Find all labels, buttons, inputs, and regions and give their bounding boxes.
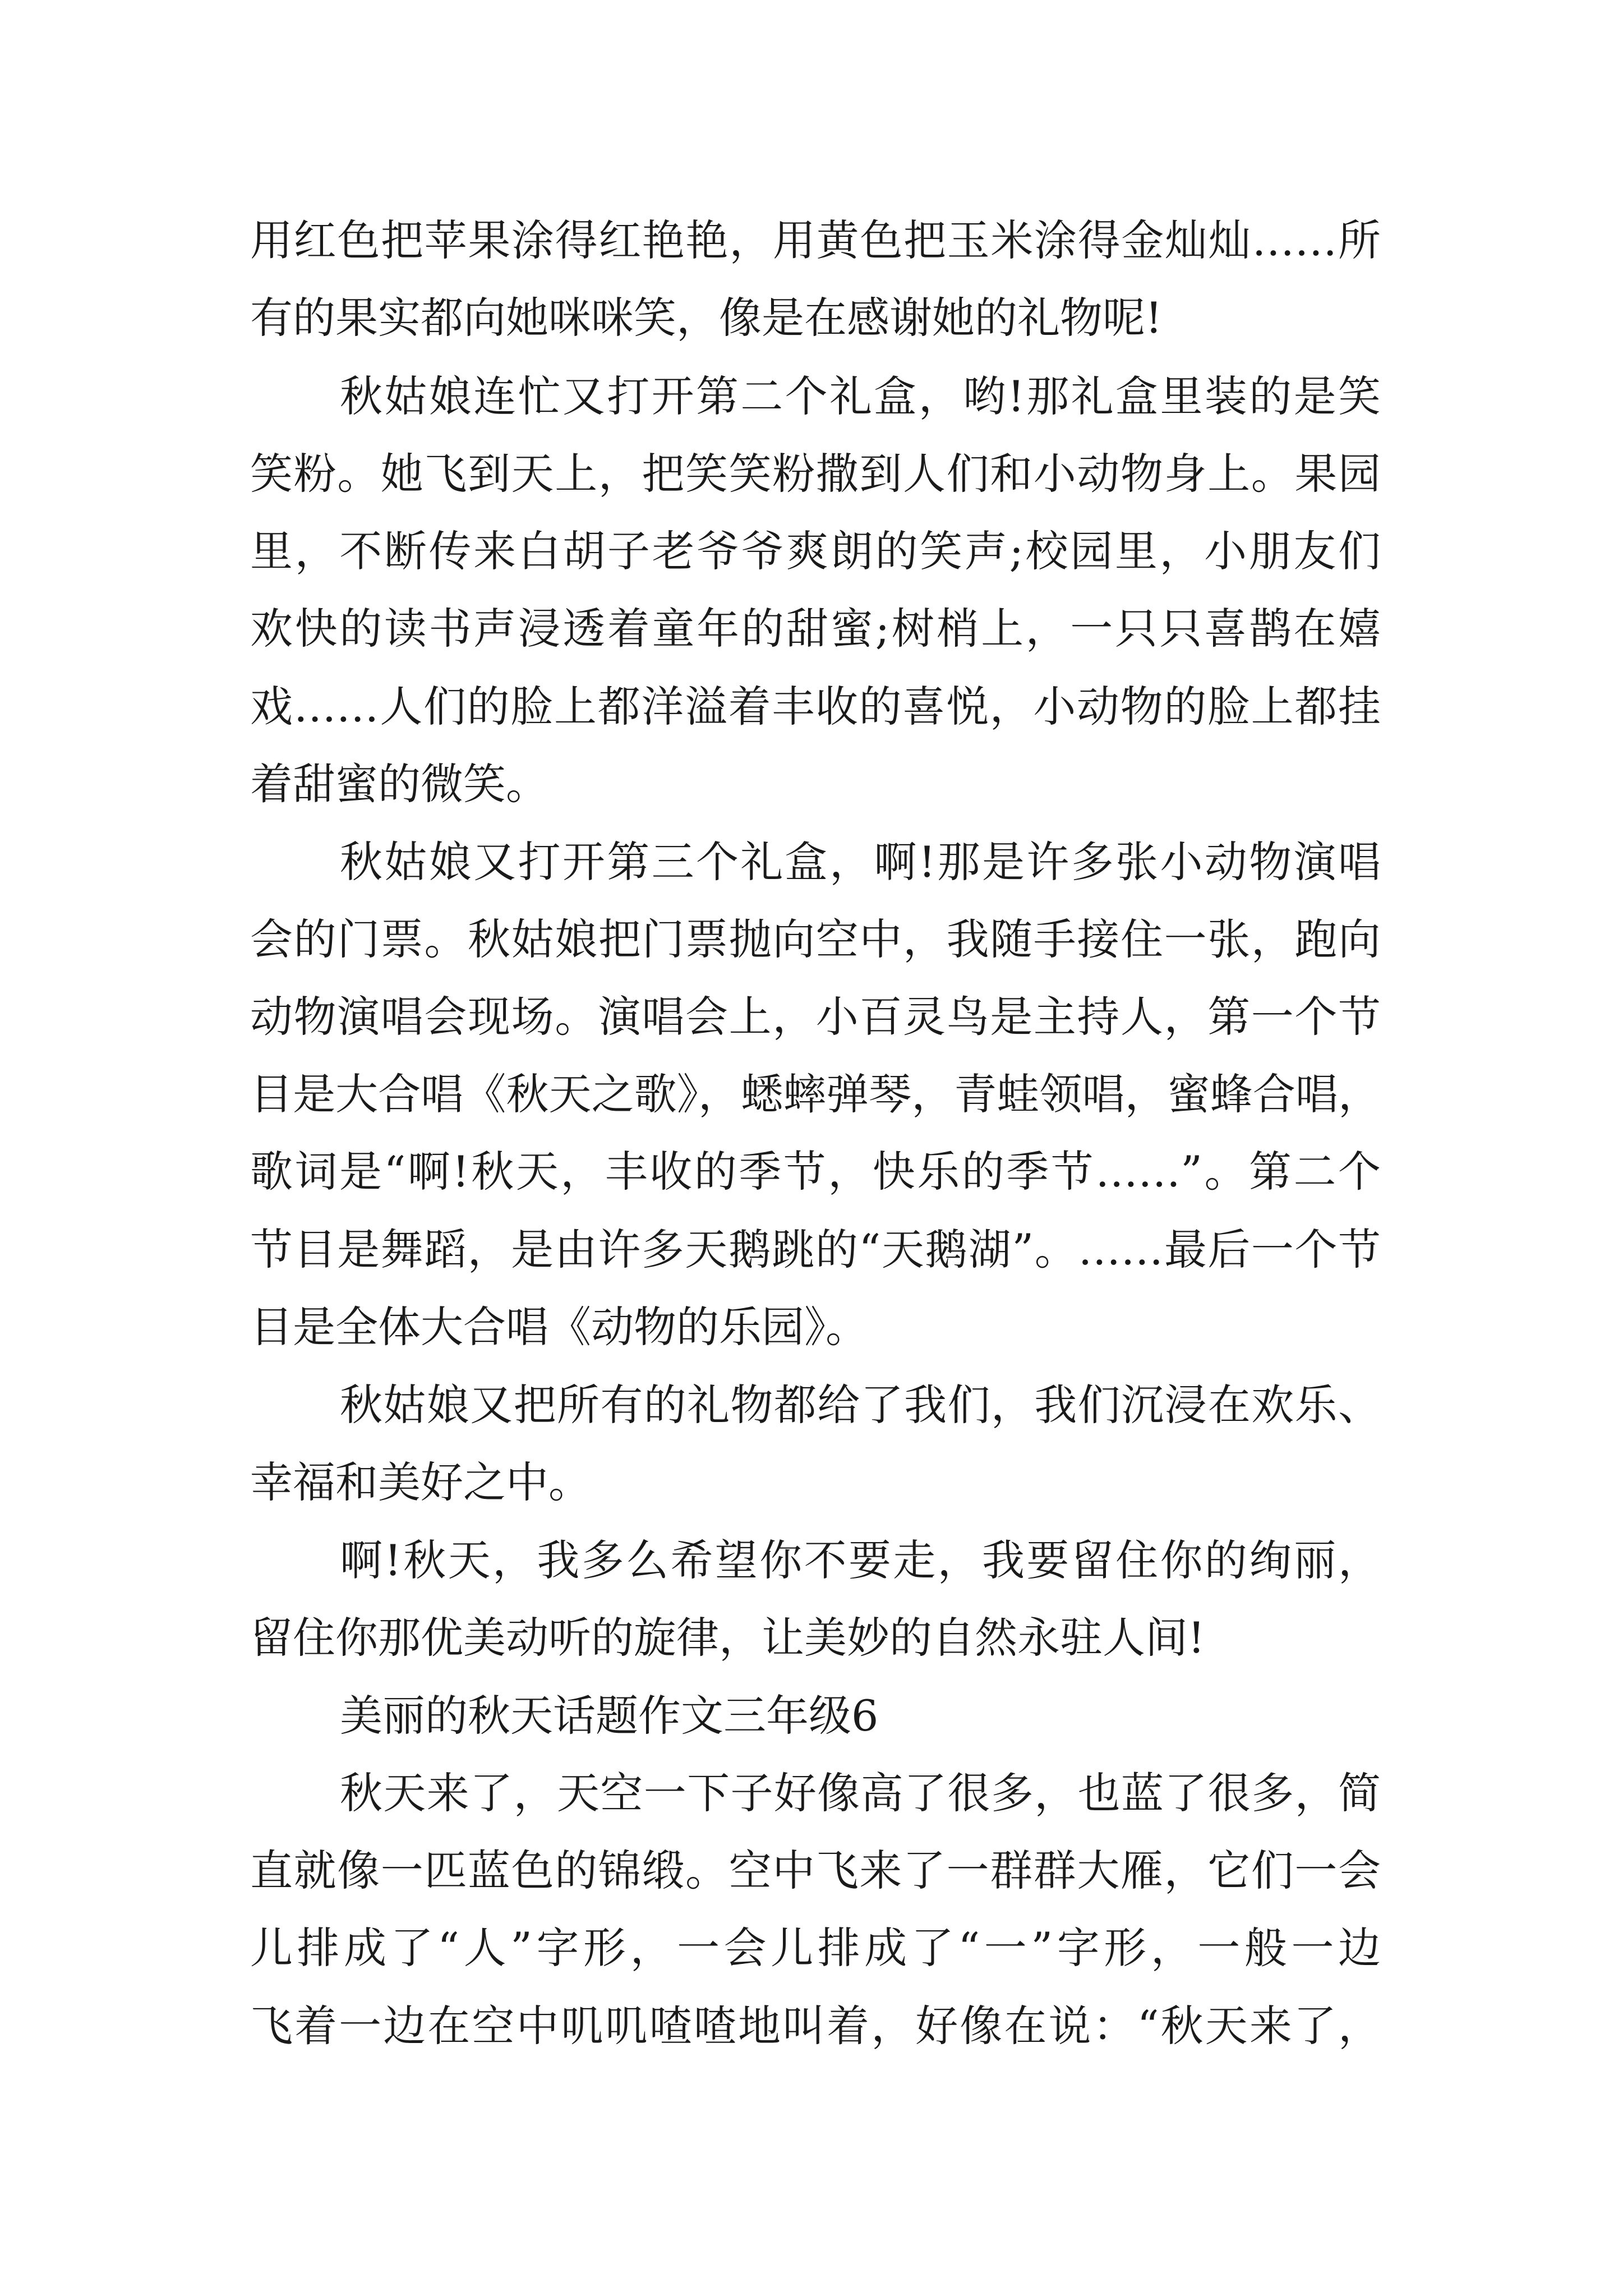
text-line: 直就像一匹蓝色的锦缎。空中飞来了一群群大雁，它们一会 [250,1846,1381,1895]
text-line: 动物演唱会现场。演唱会上，小百灵鸟是主持人，第一个节 [250,992,1381,1042]
paragraph-first-line: 秋姑娘又把所有的礼物都给了我们，我们沉浸在欢乐、 [340,1380,1381,1430]
text-line: 飞着一边在空中叽叽喳喳地叫着，好像在说：“秋天来了， [250,2001,1381,2051]
text-line: 欢快的读书声浸透着童年的甜蜜;树梢上，一只只喜鹊在嬉 [250,604,1381,654]
text-line: 笑粉。她飞到天上，把笑笑粉撒到人们和小动物身上。果园 [250,449,1381,499]
text-line: 有的果实都向她咪咪笑，像是在感谢她的礼物呢! [250,293,1163,343]
paragraph-first-line: 啊!秋天，我多么希望你不要走，我要留住你的绚丽， [340,1535,1381,1585]
text-line: 儿排成了“人”字形，一会儿排成了“一”字形，一般一边 [250,1923,1381,1973]
paragraph-first-line: 秋姑娘连忙又打开第二个礼盒，哟!那礼盒里装的是笑 [340,371,1381,421]
text-line: 目是全体大合唱《动物的乐园》。 [250,1302,868,1352]
paragraph-first-line: 秋姑娘又打开第三个礼盒，啊!那是许多张小动物演唱 [340,837,1381,887]
paragraph-first-line: 秋天来了，天空一下子好像高了很多，也蓝了很多，简 [340,1768,1381,1818]
text-line: 目是大合唱《秋天之歌》，蟋蟀弹琴，青蛙领唱，蜜蜂合唱， [250,1069,1381,1119]
text-line: 节目是舞蹈，是由许多天鹅跳的“天鹅湖”。……最后一个节 [250,1225,1381,1274]
text-line: 用红色把苹果涂得红艳艳，用黄色把玉米涂得金灿灿……所 [250,215,1381,265]
text-line: 歌词是“啊!秋天，丰收的季节，快乐的季节……”。第二个 [250,1147,1381,1197]
text-line: 会的门票。秋姑娘把门票抛向空中，我随手接住一张，跑向 [250,914,1381,964]
text-line: 着甜蜜的微笑。 [250,759,548,809]
text-line: 戏……人们的脸上都洋溢着丰收的喜悦，小动物的脸上都挂 [250,682,1381,731]
text-line: 留住你那优美动听的旋律，让美妙的自然永驻人间! [250,1613,1205,1663]
section-heading: 美丽的秋天话题作文三年级6 [340,1691,879,1741]
text-line: 里，不断传来白胡子老爷爷爽朗的笑声;校园里，小朋友们 [250,526,1381,576]
text-line: 幸福和美好之中。 [250,1457,591,1507]
